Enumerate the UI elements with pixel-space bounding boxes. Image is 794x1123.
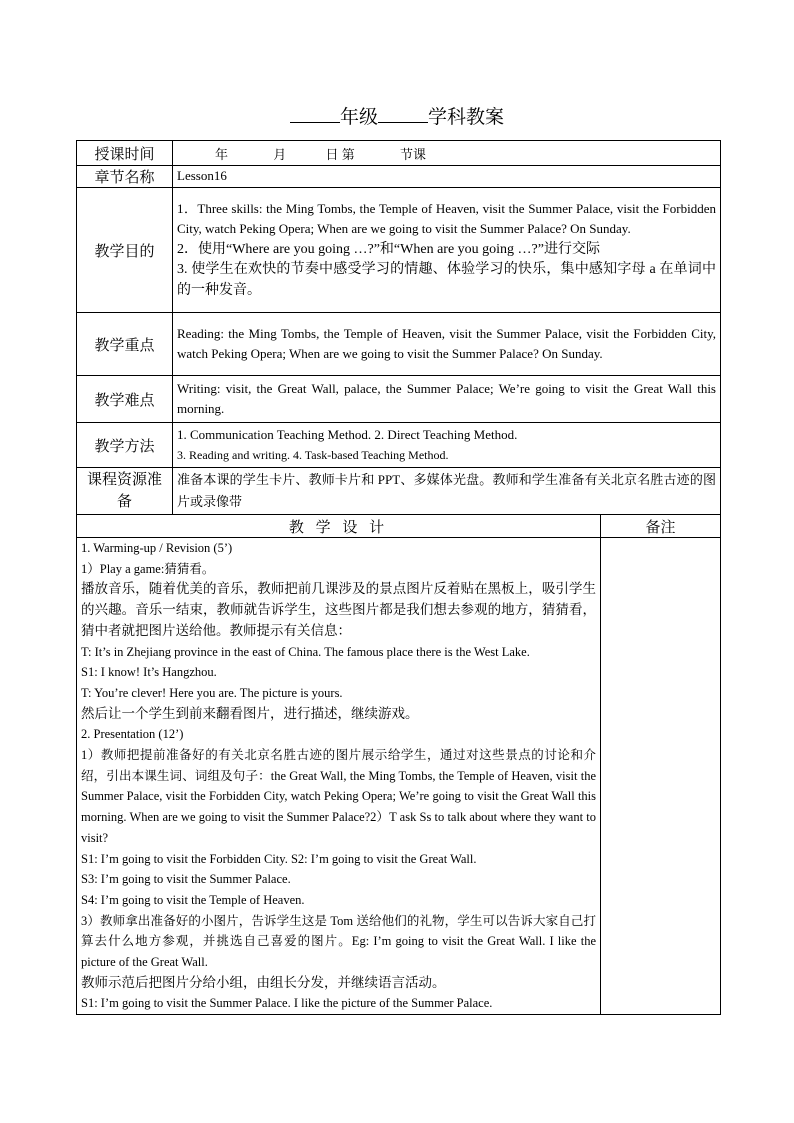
row-design-header xyxy=(77,515,721,538)
design-line: 1）教师把提前准备好的有关北京名胜古迹的图片展示给学生，通过对这些景点的讨论和介绍，引出本课生词、词组及句子：the Great Wall, the Ming Tombs, the Temple of Heaven, visit the Summer Palace, visit the Forbidden City, watch Peking Opera; We’re going to visit the Great Wall this morning. When are we going to visit the Summer Palace?2）T ask Ss to talk about where they want to visit? xyxy=(81,748,596,845)
label-goals: 教学目的 xyxy=(77,188,173,313)
note-header: 备注 xyxy=(601,515,721,538)
row-design-body xyxy=(77,538,721,1015)
design-line: T: It’s in Zhejiang province in the east of China. The famous place there is the West Lake. xyxy=(81,644,530,659)
row-time xyxy=(77,141,721,166)
design-line: 1. Warming-up / Revision (5’) xyxy=(81,541,233,555)
period-text: 节课 xyxy=(400,146,427,162)
design-line: 1）Play a game:猜猜看。 xyxy=(81,561,215,576)
design-line: T: You’re clever! Here you are. The picture is yours. xyxy=(81,685,343,700)
design-line: 然后让一个学生到前来翻看图片，进行描述，继续游戏。 xyxy=(81,705,419,721)
focus-value: Reading: the Ming Tombs, the Temple of Heaven, visit the Summer Palace, visit the Forbidden City, watch Peking Opera; When are we going to visit the Summer Palace? On Sunday. xyxy=(173,313,721,376)
method-value xyxy=(173,423,721,468)
subject-blank[interactable] xyxy=(378,104,428,123)
goal-3: 3. 使学生在欢快的节奏中感受学习的情趣、体验学习的快乐，集中感知字母 a 在单词中的一种发音。 xyxy=(177,262,716,298)
year-text: 年 xyxy=(215,146,229,162)
label-chapter: 章节名称 xyxy=(77,166,173,188)
title-subject-text: 学科教案 xyxy=(428,107,505,128)
design-body xyxy=(77,538,601,1015)
row-resources xyxy=(77,468,721,515)
day-text: 日 第 xyxy=(325,146,355,162)
label-time: 授课时间 xyxy=(77,141,173,166)
design-header: 教 学 设 计 xyxy=(77,515,601,538)
resources-value: 准备本课的学生卡片、教师卡片和 PPT、多媒体光盘。教师和学生准备有关北京名胜古迹的图片或录像带 xyxy=(173,468,721,515)
goal-2: 2．使用“Where are you going …?”和“When are you going …?”进行交际 xyxy=(177,241,600,257)
goal-1: 1．Three skills: the Ming Tombs, the Temple of Heaven, visit the Summer Palace, visit the Forbidden City, watch Peking Opera; When are we going to visit the Summer Palace? On Sunday. xyxy=(177,200,716,237)
row-chapter xyxy=(77,166,721,188)
row-focus xyxy=(77,313,721,376)
design-line: S1: I’m going to visit the Forbidden City. S2: I’m going to visit the Great Wall. xyxy=(81,851,477,866)
note-cell[interactable] xyxy=(601,538,721,1015)
label-method: 教学方法 xyxy=(77,423,173,468)
label-resources: 课程资源准备 xyxy=(77,468,173,515)
title-grade-text: 年级 xyxy=(339,107,378,128)
row-method xyxy=(77,423,721,468)
time-value[interactable] xyxy=(173,141,721,166)
goals-value xyxy=(173,188,721,313)
row-difficulty xyxy=(77,376,721,423)
design-line: 教师示范后把图片分给小组，由组长分发，并继续语言活动。 xyxy=(81,974,446,990)
design-line: S1: I know! It’s Hangzhou. xyxy=(81,665,217,680)
chapter-value: Lesson16 xyxy=(173,166,721,188)
page-title xyxy=(0,104,794,131)
design-line: 2. Presentation (12’) xyxy=(81,727,184,742)
grade-blank[interactable] xyxy=(290,104,340,123)
design-line: S1: I’m going to visit the Summer Palace. I like the picture of the Summer Palace. xyxy=(81,996,493,1011)
design-line: S3: I’m going to visit the Summer Palace. xyxy=(81,872,291,887)
method-line-1: 1. Communication Teaching Method. 2. Direct Teaching Method. xyxy=(177,426,518,442)
design-line: S4: I’m going to visit the Temple of Heaven. xyxy=(81,892,305,907)
design-line: 3）教师拿出准备好的小图片，告诉学生这是 Tom 送给他们的礼物，学生可以告诉大家自己打算去什么地方参观，并挑选自己喜爱的图片。Eg: I’m going to visit the Great Wall. I like the picture of the Great Wall. xyxy=(81,913,596,970)
method-line-2: 3. Reading and writing. 4. Task-based Teaching Method. xyxy=(177,448,449,462)
label-difficulty: 教学难点 xyxy=(77,376,173,423)
label-focus: 教学重点 xyxy=(77,313,173,376)
month-text: 月 xyxy=(273,146,287,162)
row-goals xyxy=(77,188,721,313)
lesson-plan-table xyxy=(76,140,721,1015)
design-line: 播放音乐，随着优美的音乐，教师把前几课涉及的景点图片反着贴在黑板上，吸引学生的兴趣。音乐一结束，教师就告诉学生，这些图片都是我们想去参观的地方，猜猜看，猜中者就把图片送给他。教师提示有关信息： xyxy=(81,581,596,638)
difficulty-value: Writing: visit, the Great Wall, palace, the Summer Palace; We’re going to visit the Great Wall this morning. xyxy=(173,376,721,423)
